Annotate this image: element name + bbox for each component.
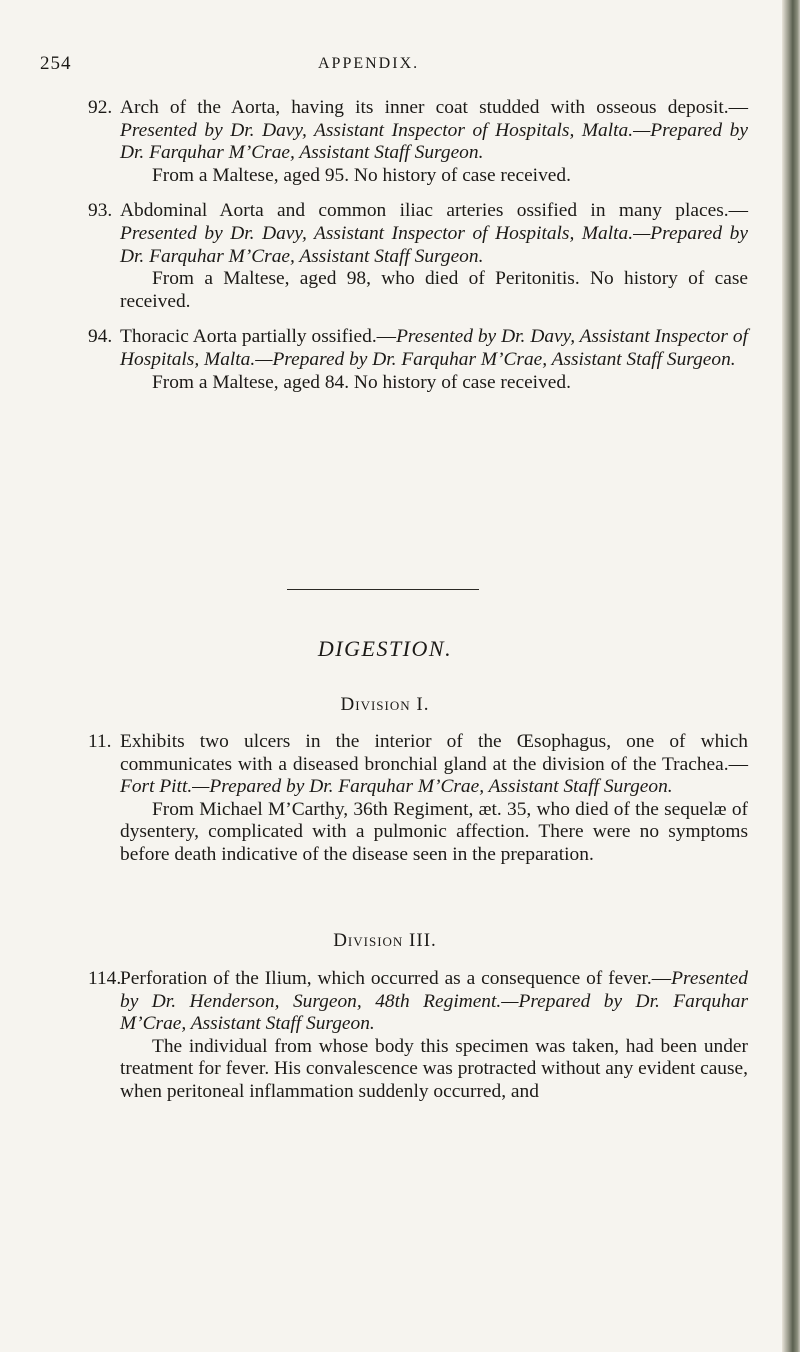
entry-note: From a Maltese, aged 95. No history of case received. xyxy=(152,164,571,186)
entry-note: From a Maltese, aged 98, who died of Peritonitis. No history of case received. xyxy=(120,268,748,312)
entry-note: The individual from whose body this specimen was taken, had been under treatment for fever. His convalescence was protracted without any evident cause, when peritoneal inflammation suddenly occurred, and xyxy=(120,1035,748,1102)
entry-description: Perforation of the Ilium, which occurred as a consequence of fever.— xyxy=(120,968,672,989)
entry-note: From Michael M’Carthy, 36th Regiment, æt. 35, who died of the sequelæ of dysentery, complicated with a pulmonic affection. There were no symptoms before death indicative of the disease seen in the preparation. xyxy=(120,798,748,865)
catalogue-entry xyxy=(88,200,748,313)
division-3-entries xyxy=(88,968,748,1117)
entry-credit: Presented by Dr. Davy, Assistant Inspector of Hospitals, Malta.—Prepared by Dr. Farquhar M’Crae, Assistant Staff Surgeon. xyxy=(120,326,748,370)
entry-number: 94. xyxy=(88,326,113,348)
catalogue-entry xyxy=(88,968,748,1104)
entry-credit: Fort Pitt.—Prepared by Dr. Farquhar M’Crae, Assistant Staff Surgeon. xyxy=(120,776,673,798)
division-1-entries xyxy=(88,731,748,880)
page-number: 254 xyxy=(40,53,72,74)
running-head: APPENDIX. xyxy=(318,55,420,72)
section-divider-rule xyxy=(287,589,479,590)
page-binding-edge xyxy=(782,0,800,1352)
entry-description: Thoracic Aorta partially ossified.— xyxy=(120,326,397,348)
catalogue-entry xyxy=(88,731,748,867)
entry-number: 93. xyxy=(88,200,113,222)
catalogue-entry xyxy=(88,326,748,394)
entry-number: 114. xyxy=(88,968,122,989)
division-heading: Division III. xyxy=(333,930,437,951)
entry-description: Abdominal Aorta and common iliac arteries ossified in many places.— xyxy=(120,200,748,222)
entry-credit: Presented by Dr. Davy, Assistant Inspector of Hospitals, Malta.—Prepared by Dr. Farquhar M’Crae, Assistant Staff Surgeon. xyxy=(120,222,748,267)
entry-note: From a Maltese, aged 84. No history of case received. xyxy=(152,371,571,393)
entry-credit: Presented by Dr. Davy, Assistant Inspector of Hospitals, Malta.—Prepared by Dr. Farquhar M’Crae, Assistant Staff Surgeon. xyxy=(120,119,748,164)
section-title: DIGESTION. xyxy=(317,636,453,661)
entry-description: Exhibits two ulcers in the interior of the Œsophagus, one of which communicates with a diseased bronchial gland at the division of the Trachea.— xyxy=(120,731,748,775)
catalogue-entry xyxy=(88,97,748,187)
entry-credit: Presented by Dr. Henderson, Surgeon, 48th Regiment.—Prepared by Dr. Farquhar M’Crae, Assistant Staff Surgeon. xyxy=(120,968,748,1035)
entry-number: 92. xyxy=(88,97,113,118)
entry-description: Arch of the Aorta, having its inner coat studded with osseous deposit.— xyxy=(120,97,748,118)
catalogue-entries-top xyxy=(88,97,748,407)
entry-number: 11. xyxy=(88,731,112,752)
division-heading: Division I. xyxy=(340,694,430,715)
